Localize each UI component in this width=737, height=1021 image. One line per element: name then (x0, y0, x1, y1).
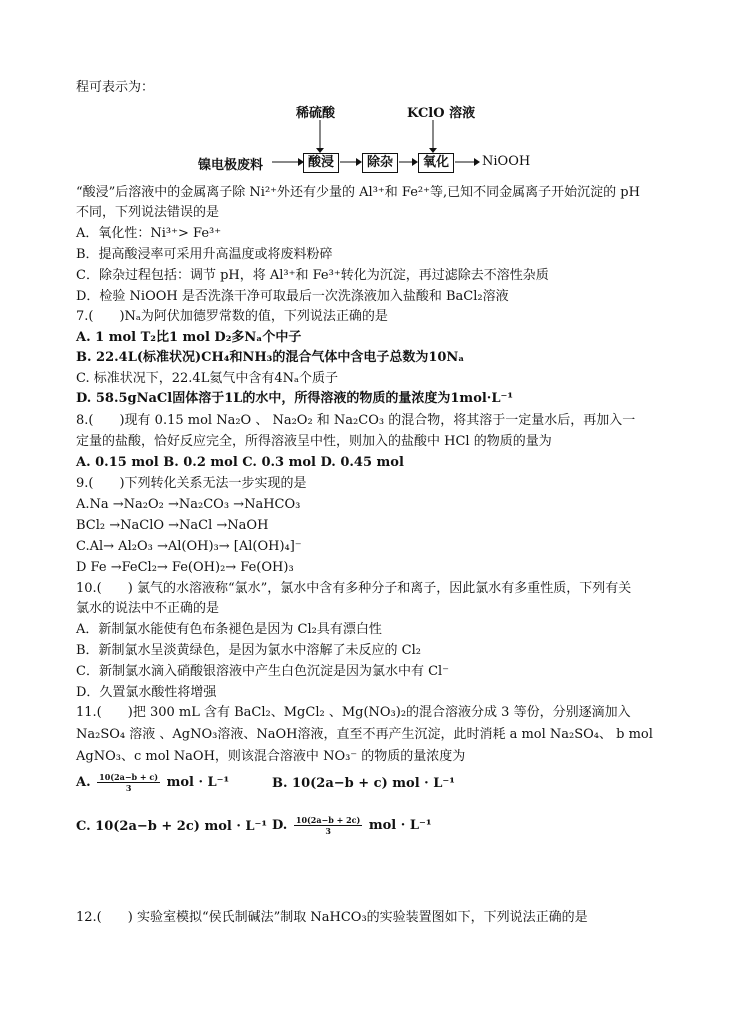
q11-stem-line2: Na₂SO₄ 溶液 、AgNO₃溶液、NaOH溶液，直至不再产生沉淀，此时消耗 a mol Na₂SO₄、 b mol (76, 727, 653, 742)
q10-option-c: C．新制氯水滴入硝酸银溶液中产生白色沉淀是因为氯水中有 Cl⁻ (76, 664, 450, 679)
intro-text: 程可表示为： (76, 80, 155, 95)
q11-option-a-denominator: 3 (125, 783, 132, 793)
flow-product: NiOOH (482, 154, 531, 169)
q11-option-a (76, 772, 229, 793)
q11-option-a-unit: mol · L⁻¹ (166, 775, 230, 790)
q6-option-a: A．氧化性：Ni³⁺> Fe³⁺ (76, 226, 222, 241)
q11-option-d-label: D. (272, 818, 288, 833)
q6-option-c: C．除杂过程包括：调节 pH，将 Al³⁺和 Fe³⁺转化为沉淀，再过滤除去不溶性杂质 (76, 268, 549, 283)
q7-stem: 7.( )Nₐ为阿伏加德罗常数的值，下列说法正确的是 (76, 309, 388, 324)
q10-option-a: A．新制氯水能使有色布条褪色是因为 Cl₂具有漂白性 (76, 622, 382, 637)
q11-stem-line3: AgNO₃、c mol NaOH，则该混合溶液中 NO₃⁻ 的物质的量浓度为 (76, 749, 466, 764)
q11-option-c: C. 10(2a−b + 2c) mol · L⁻¹ (76, 819, 268, 834)
q6-stem-line1: “酸浸”后溶液中的金属离子除 Ni²⁺外还有少量的 Al³⁺和 Fe²⁺等,已知不同金属离子开始沉淀的 pH (76, 185, 640, 200)
q11-option-d-fraction (294, 815, 362, 836)
q11-option-a-numerator: 10(2a−b + c) (99, 772, 159, 782)
q6-stem-line2: 不同，下列说法错误的是 (76, 205, 220, 220)
reagent-sulfuric-acid: 稀硫酸 (296, 106, 336, 121)
q8-options: A. 0.15 mol B. 0.2 mol C. 0.3 mol D. 0.45 mol (76, 455, 404, 470)
q11-option-d-denominator: 3 (325, 826, 331, 836)
q8-stem-line1: 8.( )现有 0.15 mol Na₂O 、 Na₂O₂ 和 Na₂CO₃ 的混合物，将其溶于一定量水后，再加入一 (76, 413, 636, 428)
q9-option-d: D Fe →FeCl₂→ Fe(OH)₂→ Fe(OH)₃ (76, 560, 294, 575)
q11-option-d-unit: mol · L⁻¹ (368, 818, 432, 833)
q10-stem-line1: 10.( ) 氯气的水溶液称“氯水”，氯水中含有多种分子和离子，因此氯水有多重性质，下列有关 (76, 581, 632, 596)
q11-stem-line1: 11.( )把 300 mL 含有 BaCl₂、MgCl₂ 、Mg(NO₃)₂的混合溶液分成 3 等份，分别逐滴加入 (76, 705, 631, 720)
reagent-kclo-solution: KClO 溶液 (407, 106, 476, 121)
q7-option-d: D. 58.5gNaCl固体溶于1L的水中，所得溶液的物质的量浓度为1mol·L⁻¹ (76, 391, 514, 406)
process-flow-diagram (0, 0, 737, 180)
q8-stem-line2: 定量的盐酸，恰好反应完全，所得溶液呈中性，则加入的盐酸中 HCl 的物质的量为 (76, 434, 552, 449)
q9-option-c: C.Al→ Al₂O₃ →Al(OH)₃→ [Al(OH)₄]⁻ (76, 539, 302, 554)
q11-option-a-fraction (97, 772, 160, 793)
q10-stem-line2: 氯水的说法中不正确的是 (76, 601, 220, 616)
q10-option-b: B．新制氯水呈淡黄绿色，是因为氯水中溶解了未反应的 Cl₂ (76, 643, 422, 658)
flow-step-acid-leach: 酸浸 (303, 153, 339, 173)
q7-option-b: B. 22.4L(标准状况)CH₄和NH₃的混合气体中含电子总数为10Nₐ (76, 350, 465, 365)
q9-option-a: A.Na →Na₂O₂ →Na₂CO₃ →NaHCO₃ (76, 497, 301, 512)
q7-option-c: C. 标准状况下，22.4L氦气中含有4Nₐ个质子 (76, 371, 338, 386)
q9-stem: 9.( )下列转化关系无法一步实现的是 (76, 476, 307, 491)
flow-step-oxidation: 氧化 (418, 153, 454, 173)
q11-option-d-numerator: 10(2a−b + 2c) (295, 815, 361, 825)
q7-option-a: A. 1 mol T₂比1 mol D₂多Nₐ个中子 (76, 330, 302, 345)
flow-start-material: 镍电极废料 (198, 158, 264, 173)
q9-option-b: BCl₂ →NaClO →NaCl →NaOH (76, 518, 269, 533)
q11-option-a-label: A. (76, 775, 91, 790)
flow-step-impurity-removal: 除杂 (362, 153, 398, 173)
q6-option-d: D．检验 NiOOH 是否洗涤干净可取最后一次洗涤液加入盐酸和 BaCl₂溶液 (76, 289, 509, 304)
q11-option-d (272, 815, 432, 836)
q12-stem: 12.( ) 实验室模拟“侯氏制碱法”制取 NaHCO₃的实验装置图如下，下列说法正确的是 (76, 910, 588, 925)
q6-option-b: B．提高酸浸率可采用升高温度或将废料粉碎 (76, 247, 333, 262)
q11-option-b: B. 10(2a−b + c) mol · L⁻¹ (272, 776, 455, 791)
q10-option-d: D．久置氯水酸性将增强 (76, 685, 217, 700)
